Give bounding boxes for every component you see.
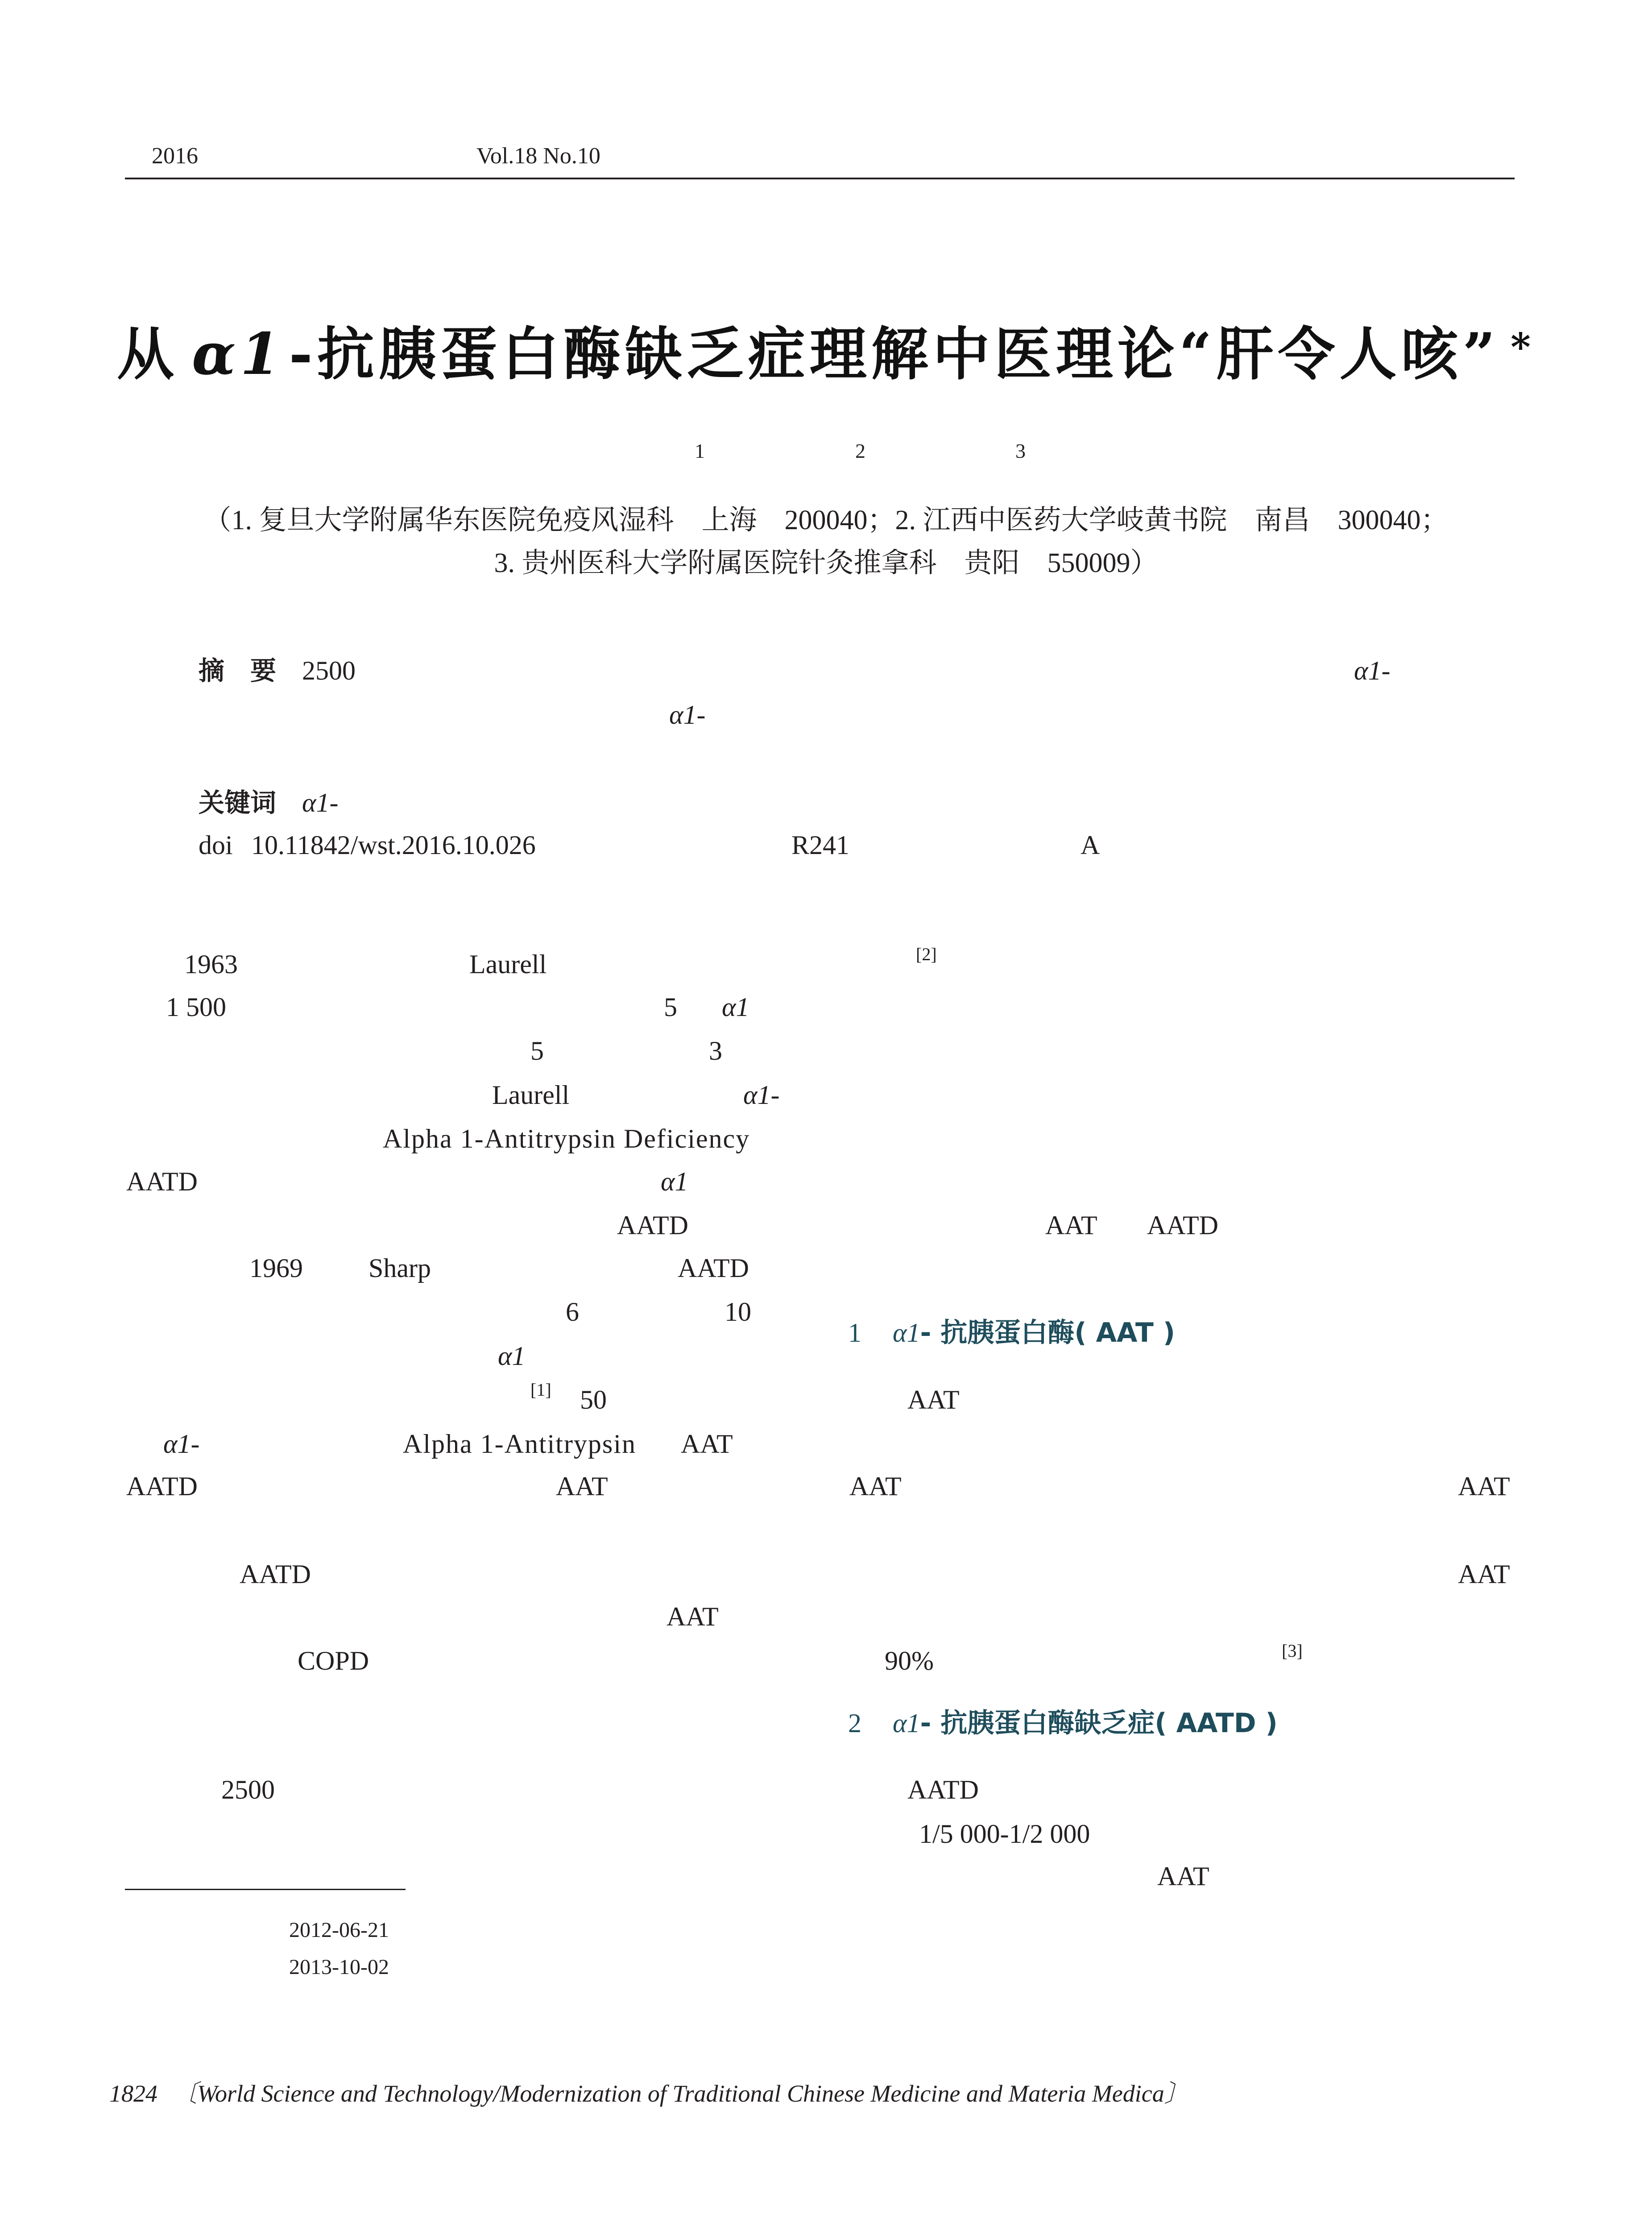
affiliation-line: 3. 贵州医科大学附属医院针灸推拿科 贵阳 550009） xyxy=(494,548,1158,578)
body-text-fragment: α1 xyxy=(498,1341,526,1371)
classification-number: R241 xyxy=(791,830,850,860)
section-heading xyxy=(848,1709,1278,1738)
citation-superscript: [1] xyxy=(530,1380,551,1400)
doi-value: 10.11842/wst.2016.10.026 xyxy=(251,830,536,860)
body-text-fragment: AAT xyxy=(1157,1862,1209,1891)
body-text-fragment: AAT xyxy=(667,1602,719,1631)
body-text-fragment: α1- xyxy=(743,1080,780,1110)
revised-date: 2013-10-02 xyxy=(289,1955,389,1979)
title-prefix: 从 xyxy=(117,321,179,388)
section-heading xyxy=(848,1319,1175,1347)
body-text-fragment: 2500 xyxy=(221,1775,275,1804)
header-rule xyxy=(125,178,1515,179)
document-code: A xyxy=(1081,830,1100,860)
section-title-text: - 抗胰蛋白酶( AAT ) xyxy=(920,1317,1176,1348)
body-text-fragment: AAT xyxy=(1458,1472,1510,1501)
body-text-fragment: 5 xyxy=(530,1036,544,1066)
doi-label: doi xyxy=(199,830,233,860)
body-text-fragment: AATD xyxy=(126,1472,198,1501)
body-text-fragment: Laurell xyxy=(492,1080,570,1110)
section-number: 2 xyxy=(848,1708,861,1738)
citation-superscript: [2] xyxy=(916,944,937,964)
body-text-fragment: 1 500 xyxy=(166,992,226,1022)
abstract-label: 摘 要 xyxy=(199,655,277,686)
body-text-fragment: COPD xyxy=(298,1646,369,1675)
body-text-fragment: AAT xyxy=(1458,1559,1510,1589)
body-text-fragment: α1- xyxy=(163,1429,200,1459)
body-text-fragment: 10 xyxy=(725,1297,751,1327)
body-text-fragment: Alpha 1-Antitrypsin Deficiency xyxy=(383,1124,750,1153)
affiliation-line: （1. 复旦大学附属华东医院免疫风湿科 上海 200040；2. 江西中医药大学岐黄书院 南昌 300040； xyxy=(203,505,1449,535)
body-text-fragment: AAT xyxy=(556,1472,608,1501)
section-title-text: - 抗胰蛋白酶缺乏症( AATD ) xyxy=(920,1708,1278,1739)
body-text-fragment: AAT xyxy=(907,1385,960,1414)
author-mark: 2 xyxy=(855,440,865,462)
body-text-fragment: AAT xyxy=(1045,1211,1097,1240)
keywords-label: 关键词 xyxy=(199,788,277,818)
body-text-fragment: AATD xyxy=(1147,1211,1218,1240)
body-text-fragment: Laurell xyxy=(469,950,547,979)
keywords-fragment: α1- xyxy=(302,788,339,817)
abstract-fragment: α1- xyxy=(669,700,706,730)
section-title-alpha: α1 xyxy=(893,1708,920,1738)
header-volume: Vol.18 No.10 xyxy=(476,143,600,169)
body-text-fragment: Sharp xyxy=(368,1253,431,1283)
body-text-fragment: 1/5 000-1/2 000 xyxy=(919,1819,1090,1849)
body-text-fragment: 50 xyxy=(580,1385,607,1414)
title-footnote-mark: * xyxy=(1510,325,1535,370)
body-text-fragment: AATD xyxy=(240,1559,311,1589)
footnote-rule xyxy=(125,1889,406,1890)
body-text-fragment: 1963 xyxy=(184,950,238,979)
body-text-fragment: 1969 xyxy=(249,1253,303,1283)
body-text-fragment: 6 xyxy=(566,1297,579,1327)
article-title xyxy=(0,319,1652,388)
title-rest: -抗胰蛋白酶缺乏症理解中医理论“肝令人咳” xyxy=(289,321,1500,388)
author-mark: 3 xyxy=(1015,440,1026,462)
body-text-fragment: AATD xyxy=(678,1253,749,1283)
page-number: 1824 xyxy=(109,2080,157,2107)
body-text-fragment: Alpha 1-Antitrypsin xyxy=(403,1429,636,1459)
body-text-fragment: α1 xyxy=(661,1167,688,1196)
body-text-fragment: AATD xyxy=(617,1211,688,1240)
abstract-fragment: 2500 xyxy=(302,656,356,685)
citation-superscript: [3] xyxy=(1282,1641,1303,1661)
body-text-fragment: 3 xyxy=(709,1036,722,1066)
section-number: 1 xyxy=(848,1318,861,1348)
journal-name: 〔World Science and Technology/Modernization of Traditional Chinese Medicine and Materia Medica〕 xyxy=(173,2080,1188,2107)
body-text-fragment: 90% xyxy=(885,1646,934,1675)
body-text-fragment: AAT xyxy=(681,1429,733,1459)
body-text-fragment: α1 xyxy=(722,992,749,1022)
author-mark: 1 xyxy=(695,440,705,462)
body-text-fragment: 5 xyxy=(664,992,677,1022)
received-date: 2012-06-21 xyxy=(289,1918,389,1942)
section-title-alpha: α1 xyxy=(893,1318,920,1348)
abstract-fragment: α1- xyxy=(1354,656,1391,685)
body-text-fragment: AATD xyxy=(126,1167,198,1196)
header-year: 2016 xyxy=(152,143,198,169)
title-alpha: α1 xyxy=(192,321,285,388)
body-text-fragment: AAT xyxy=(849,1472,902,1501)
body-text-fragment: AATD xyxy=(907,1775,979,1804)
